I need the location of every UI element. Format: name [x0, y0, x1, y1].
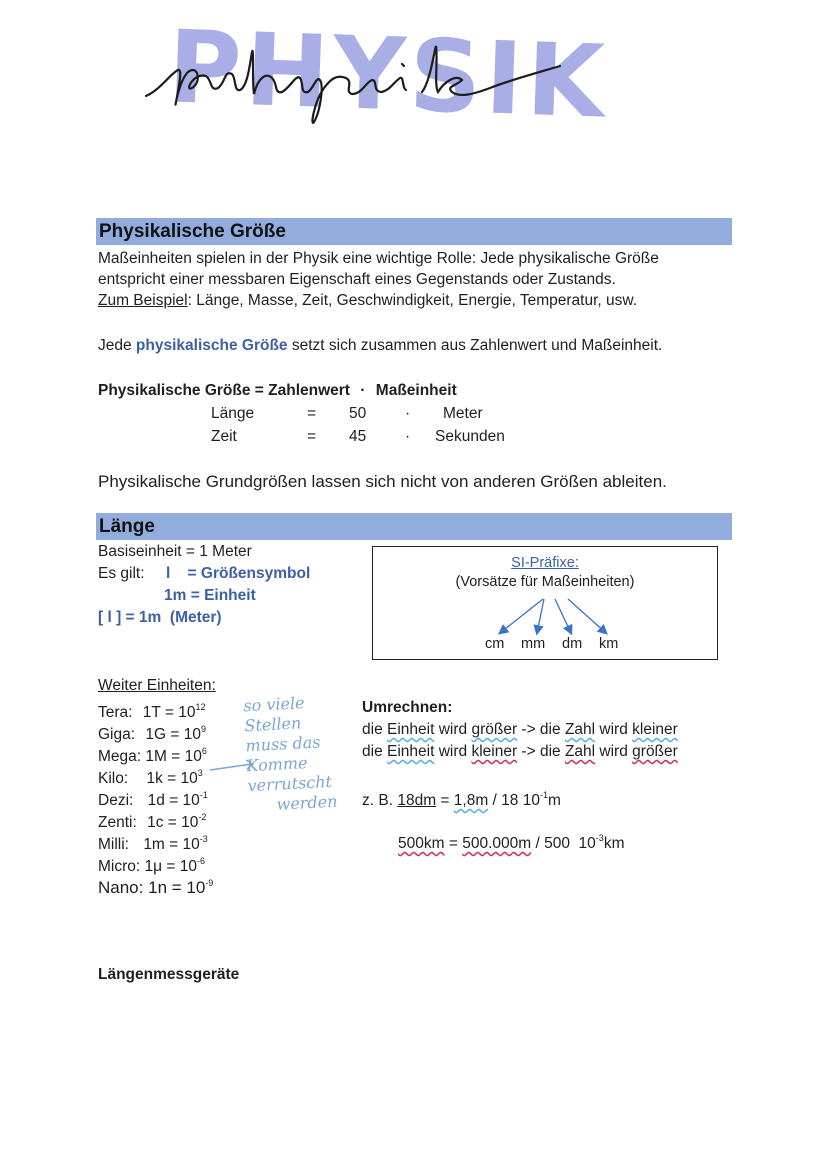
- si-box-title: SI-Präfixe:: [511, 555, 579, 571]
- example-row-value: 50: [349, 405, 367, 422]
- arrow-dm: [555, 599, 571, 633]
- unit-line: 1m = Einheit: [164, 587, 256, 604]
- example-label: Zum Beispiel: [98, 292, 188, 309]
- unit-row: Micro: $1\mu = 10^{-6}$: [98, 856, 205, 875]
- title-big: PHYSIK: [166, 8, 611, 141]
- base-unit-line: Basiseinheit = 1 Meter: [98, 543, 252, 560]
- formula-dot: ·: [360, 382, 366, 399]
- paragraph-line: Maßeinheiten spielen in der Physik eine wichtige Rolle: Jede physikalische Größe: [98, 250, 659, 267]
- si-prefix-box: [372, 546, 718, 660]
- weitere-einheiten-heading: Weiter Einheiten:: [98, 677, 216, 694]
- section-heading-physikalische-groesse: Physikalische Größe: [96, 218, 732, 245]
- unit-row: Giga: $1G = 10^9$: [98, 724, 206, 743]
- umrechnen-example-2: 500km = 500.000m / 500 $10^{-3}km$: [398, 833, 625, 852]
- example-row-value: 45: [349, 428, 367, 445]
- title-script-signature: [140, 22, 580, 132]
- umrechnen-heading: Umrechnen:: [362, 699, 453, 716]
- title-artwork: [140, 8, 611, 141]
- example-row-name: Zeit: [211, 428, 237, 445]
- formula-line: [98, 380, 457, 401]
- example-row-unit: Sekunden: [435, 428, 505, 445]
- si-arrows: [373, 547, 719, 661]
- paragraph-line: entspricht einer messbaren Eigenschaft eines Gegenstands oder Zustands.: [98, 271, 616, 288]
- definition-pre: Jede: [98, 337, 136, 354]
- unit-row: Dezi: $1d = 10^{-1}$: [98, 790, 208, 809]
- grundgroessen-line: Physikalische Grundgrößen lassen sich nicht von anderen Größen ableiten.: [98, 472, 667, 491]
- bracket-line: [ l ] = 1m (Meter): [98, 609, 222, 626]
- section-heading-laenge: Länge: [96, 513, 732, 540]
- unit-row: Zenti: $1c = 10^{-2}$: [98, 812, 207, 831]
- umrechnen-example-1: z. B. 18dm = 1,8m / 18 $10^{-1}m$: [362, 790, 561, 809]
- si-prefix-dm: dm: [562, 636, 583, 652]
- arrow-cm: [500, 599, 543, 633]
- formula-lhs: Physikalische Größe = Zahlenwert: [98, 382, 350, 399]
- arrow-mm: [537, 599, 544, 633]
- unit-row: Mega: $1M = 10^6$: [98, 746, 207, 765]
- si-prefix-mm: mm: [521, 636, 546, 652]
- si-prefix-cm: cm: [485, 636, 505, 652]
- si-box-subtitle: (Vorsätze für Maßeinheiten): [455, 574, 635, 590]
- example-line: [98, 290, 637, 311]
- example-text: : Länge, Masse, Zeit, Geschwindigkeit, Energie, Temperatur, usw.: [187, 292, 638, 309]
- example-row-dot: ·: [405, 405, 411, 422]
- si-prefix-km: km: [599, 636, 619, 652]
- symbol-line: l = Größensymbol: [166, 565, 311, 582]
- arrow-km: [568, 599, 606, 633]
- unit-row: Kilo: $1k = 10^3$: [98, 768, 203, 787]
- unit-row: Nano: $1n = 10^{-9}$: [98, 878, 214, 897]
- definition-post: setzt sich zusammen aus Zahlenwert und Maßeinheit.: [287, 337, 663, 354]
- umrechnen-rule-1: die Einheit wird größer -> die Zahl wird kleiner: [362, 721, 678, 738]
- es-gilt-label: Es gilt:: [98, 565, 145, 582]
- example-row-unit: Meter: [443, 405, 483, 422]
- laengenmessgeraete-heading: Längenmessgeräte: [98, 966, 240, 983]
- example-row-eq: =: [307, 428, 317, 445]
- definition-highlight: physikalische Größe: [135, 337, 288, 354]
- definition-line: [98, 335, 662, 356]
- unit-row: Milli: $1m = 10^{-3}$: [98, 834, 208, 853]
- umrechnen-rule-2: die Einheit wird kleiner -> die Zahl wird größer: [362, 743, 678, 760]
- example-row-dot: ·: [405, 428, 411, 445]
- formula-rhs: Maßeinheit: [375, 382, 457, 399]
- example-row-eq: =: [307, 405, 317, 422]
- example-row-name: Länge: [211, 405, 255, 422]
- unit-row: Tera: $1T = 10^{12}$: [98, 702, 206, 721]
- handwritten-note: so viele Stellen muss das Komme verrutscht werden: [242, 693, 338, 814]
